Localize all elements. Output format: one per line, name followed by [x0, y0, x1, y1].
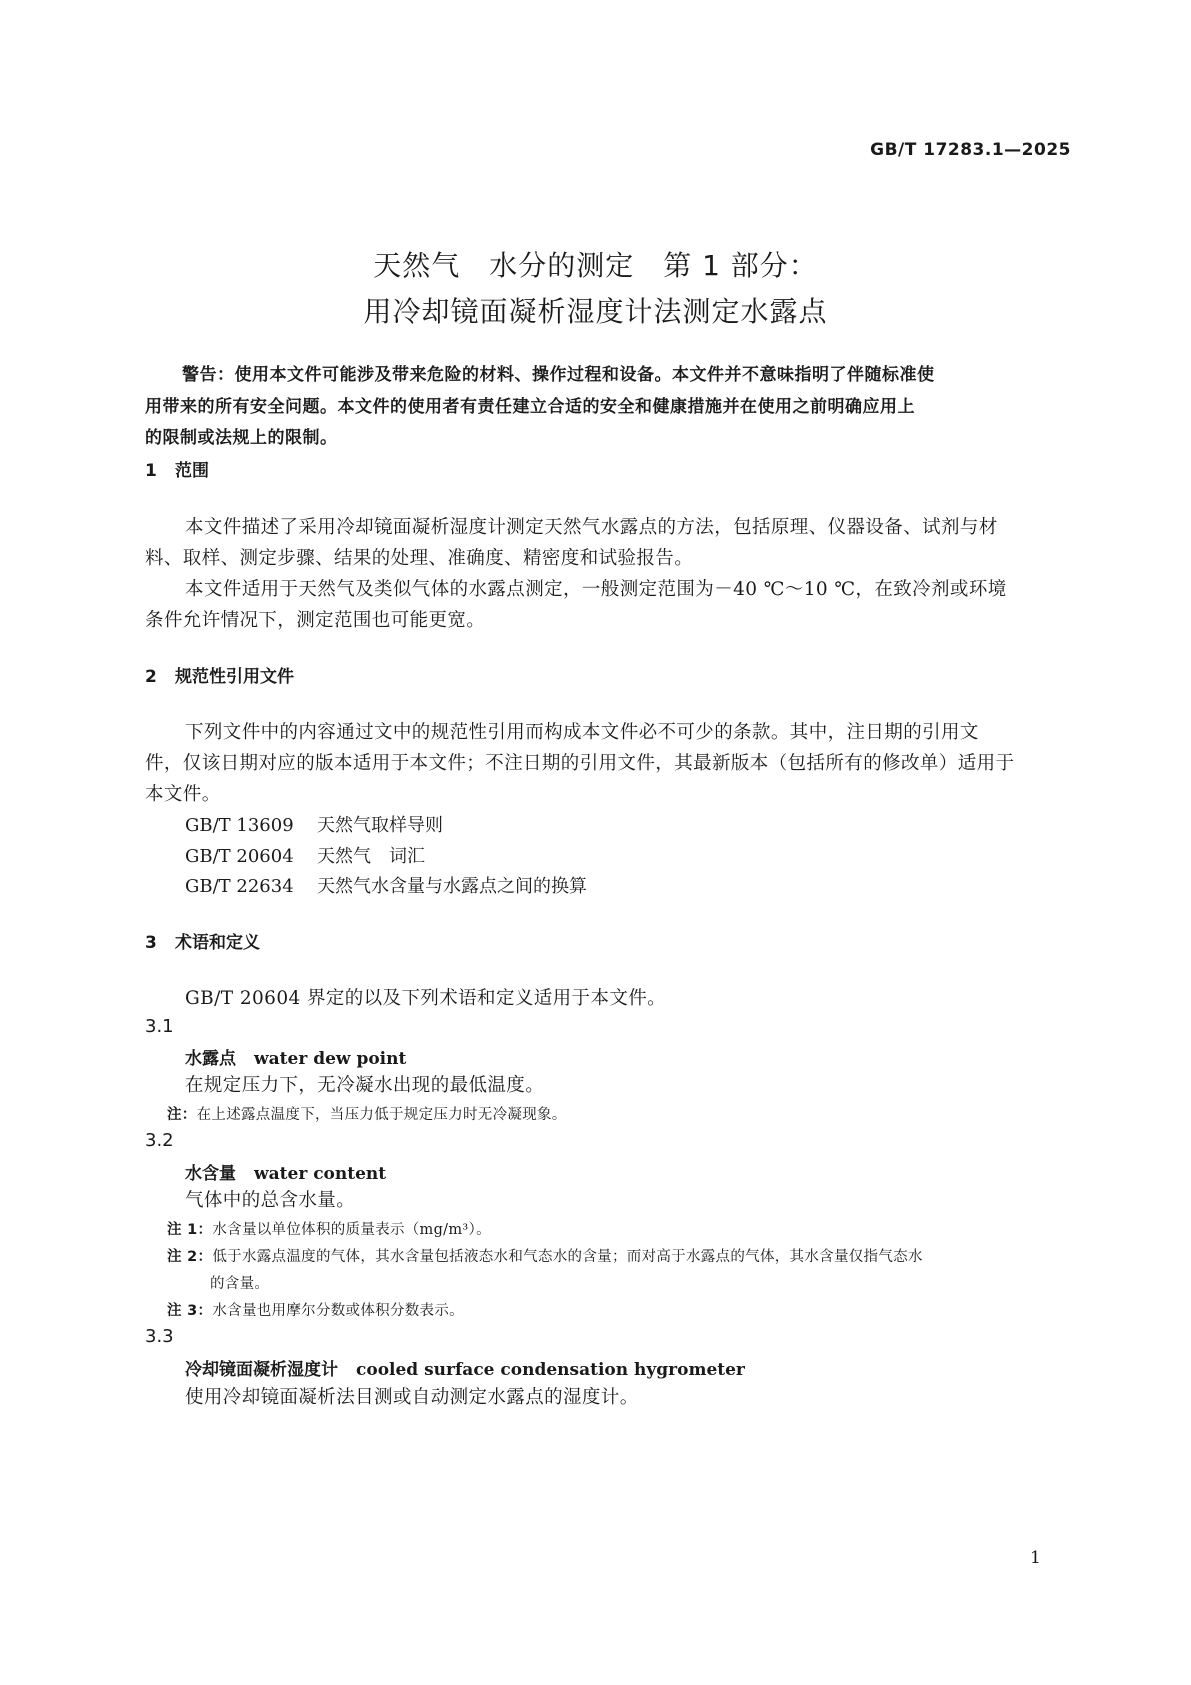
section-1-para2-line1: 本文件适用于天然气及类似气体的水露点测定，一般测定范围为－40 ℃～10 ℃，在致冷剂或环境 [185, 579, 1007, 600]
section-2-para-line1: 下列文件中的内容通过文中的规范性引用而构成本文件必不可少的条款。其中，注日期的引用文 [185, 722, 979, 743]
term-zh: 冷却镜面凝析湿度计 [185, 1360, 338, 1380]
warning-line1: 警告：使用本文件可能涉及带来危险的材料、操作过程和设备。本文件并不意味指明了伴随标准使 [182, 365, 935, 385]
section-1-para1-line2: 料、取样、测定步骤、结果的处理、准确度、精密度和试验报告。 [145, 548, 694, 569]
term-note [167, 1103, 567, 1124]
note-text: 在上述露点温度下，当压力低于规定压力时无冷凝现象。 [196, 1107, 567, 1123]
term-note [167, 1299, 464, 1320]
note-text: 低于水露点温度的气体，其水含量包括液态水和气态水的含量；而对高于水露点的气体，其水含量仅指气态水 [212, 1249, 923, 1265]
section-3-intro: GB/T 20604 界定的以及下列术语和定义适用于本文件。 [185, 988, 667, 1009]
section-2-title: 规范性引用文件 [175, 667, 294, 687]
page-number: 1 [1030, 1548, 1041, 1568]
section-3-title: 术语和定义 [175, 933, 260, 953]
clause-number: 3.3 [145, 1326, 174, 1347]
note-text: 水含量也用摩尔分数或体积分数表示。 [212, 1303, 464, 1319]
term-note [167, 1245, 923, 1266]
section-1-para2-line2: 条件允许情况下，测定范围也可能更宽。 [145, 610, 486, 631]
term-heading [185, 1355, 745, 1380]
term-heading [185, 1044, 406, 1069]
note-label: 注 3： [167, 1303, 213, 1319]
warning-line3: 的限制或法规上的限制。 [145, 428, 338, 448]
section-2-para-line2: 件，仅该日期对应的版本适用于本文件；不注日期的引用文件，其最新版本（包括所有的修改单）适用于 [145, 753, 1015, 774]
reference-title: 天然气 词汇 [317, 846, 425, 867]
section-1-heading [145, 456, 209, 481]
reference-code: GB/T 13609 [185, 815, 294, 836]
standard-number: GB/T 17283.1—2025 [870, 140, 1071, 160]
section-2-number: 2 [145, 667, 157, 687]
term-heading [185, 1159, 386, 1184]
term-note [167, 1218, 491, 1239]
normative-reference [185, 872, 587, 898]
term-definition: 在规定压力下，无冷凝水出现的最低温度。 [185, 1075, 545, 1096]
clause-number: 3.2 [145, 1130, 174, 1151]
term-definition: 使用冷却镜面凝析法目测或自动测定水露点的湿度计。 [185, 1387, 639, 1408]
document-title-line2: 用冷却镜面凝析湿度计法测定水露点 [363, 295, 828, 328]
note-label: 注 1： [167, 1222, 213, 1238]
note-label: 注： [167, 1107, 197, 1123]
document-title-line1: 天然气 水分的测定 第 1 部分： [373, 249, 818, 282]
note-text: 水含量以单位体积的质量表示（mg/m³）。 [212, 1222, 491, 1238]
normative-reference [185, 842, 425, 868]
section-1-para1-line1: 本文件描述了采用冷却镜面凝析湿度计测定天然气水露点的方法，包括原理、仪器设备、试剂与材 [185, 517, 998, 538]
section-1-title: 范围 [175, 461, 209, 481]
term-zh: 水露点 [185, 1049, 236, 1069]
note-label: 注 2： [167, 1249, 213, 1265]
term-note-continuation: 的含量。 [210, 1276, 270, 1292]
section-3-heading [145, 928, 260, 953]
term-definition: 气体中的总含水量。 [185, 1190, 356, 1211]
section-2-para-line3: 本文件。 [145, 784, 221, 805]
section-3-number: 3 [145, 933, 157, 953]
normative-reference [185, 811, 443, 837]
warning-line2: 用带来的所有安全问题。本文件的使用者有责任建立合适的安全和健康措施并在使用之前明确应用上 [145, 397, 915, 417]
reference-title: 天然气取样导则 [317, 815, 443, 836]
term-en: cooled surface condensation hygrometer [356, 1360, 745, 1380]
reference-code: GB/T 20604 [185, 846, 294, 867]
clause-number: 3.1 [145, 1016, 174, 1037]
reference-title: 天然气水含量与水露点之间的换算 [317, 876, 587, 897]
term-zh: 水含量 [185, 1164, 236, 1184]
reference-code: GB/T 22634 [185, 876, 294, 897]
section-1-number: 1 [145, 461, 157, 481]
term-en: water dew point [254, 1049, 407, 1069]
section-2-heading [145, 662, 294, 687]
term-en: water content [254, 1164, 387, 1184]
